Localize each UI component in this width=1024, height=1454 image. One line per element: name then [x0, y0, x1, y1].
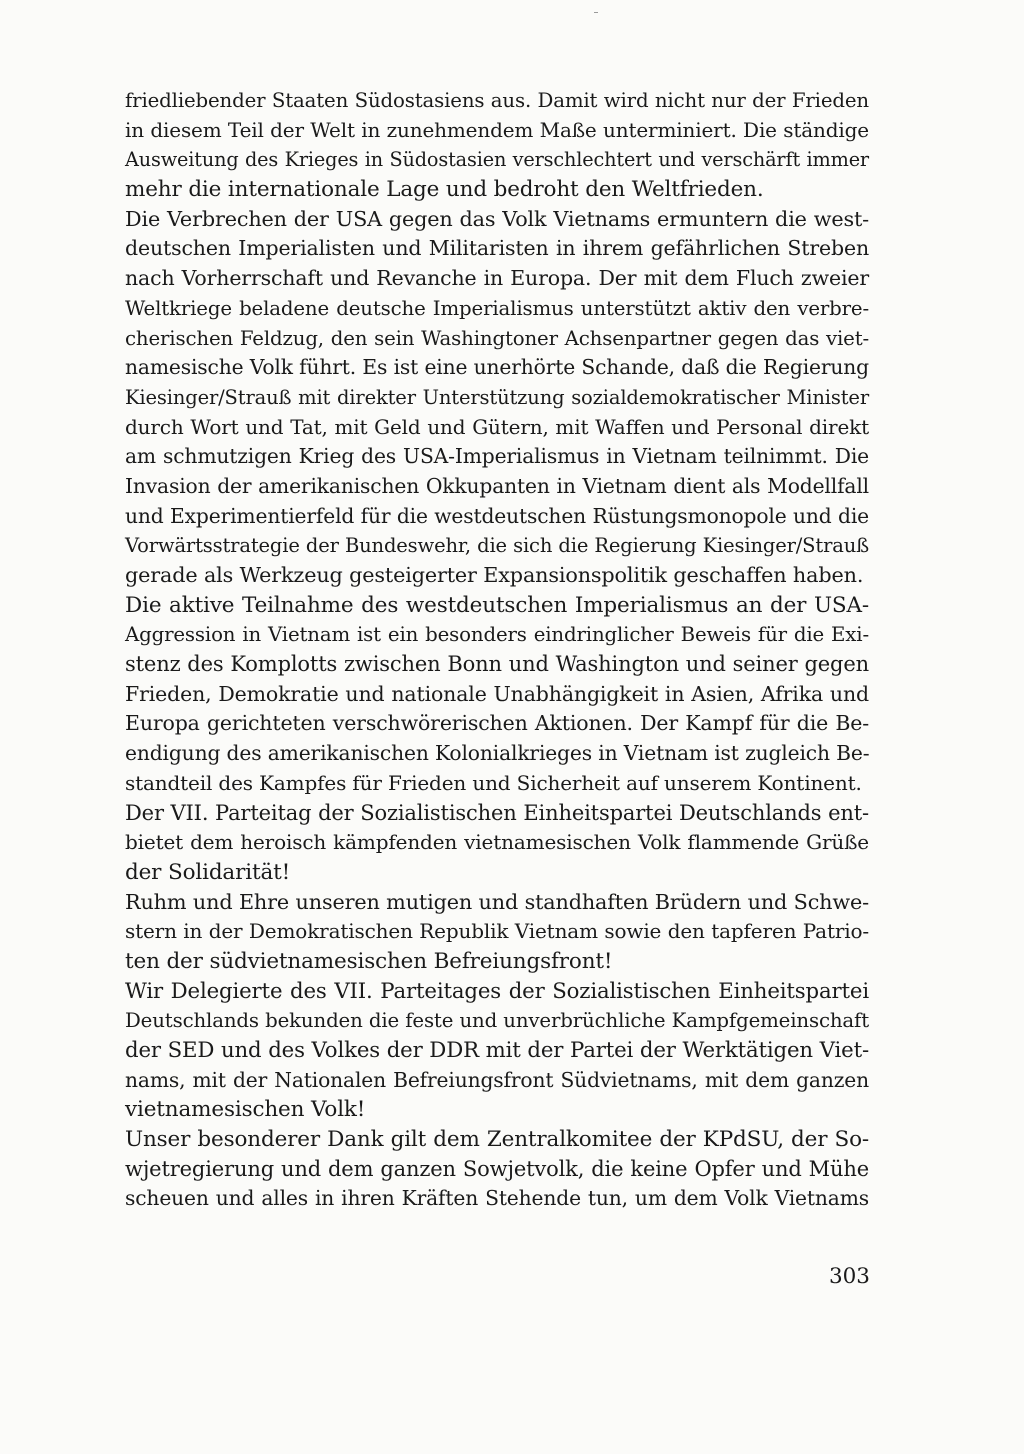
- scan-speck: [594, 12, 598, 13]
- text-line: vietnamesischen Volk!: [125, 1097, 366, 1123]
- text-line: wjetregierung und dem ganzen Sowjetvolk, die keine Opfer und Mühe: [125, 1156, 869, 1181]
- text-line: standteil des Kampfes für Frieden und Sicherheit auf unserem Kontinent.: [125, 770, 862, 795]
- text-line: am schmutzigen Krieg des USA-Imperialismus in Vietnam teilnimmt. Die: [125, 444, 869, 469]
- text-line: Invasion der amerikanischen Okkupanten in Vietnam dient als Modellfall: [125, 473, 869, 498]
- text-line: Deutschlands bekunden die feste und unverbrüchliche Kampfgemeinschaft: [125, 1009, 869, 1033]
- text-line: scheuen und alles in ihren Kräften Stehende tun, um dem Volk Vietnams: [125, 1186, 869, 1211]
- text-line: Ausweitung des Krieges in Südostasien verschlechtert und verschärft immer: [125, 148, 869, 172]
- text-line: deutschen Imperialisten und Militaristen in ihrem gefährlichen Streben: [125, 236, 869, 261]
- text-line: Kiesinger/Strauß mit direkter Unterstützung sozialdemokratischer Minister: [125, 385, 869, 409]
- text-line: mehr die internationale Lage und bedroht den Weltfrieden.: [125, 177, 764, 203]
- text-line: cherischen Feldzug, den sein Washingtoner Achsenpartner gegen das viet-: [125, 326, 869, 350]
- body-text: [125, 86, 869, 1214]
- text-line: friedliebender Staaten Südostasiens aus. Damit wird nicht nur der Frieden: [125, 89, 869, 112]
- text-line: nach Vorherrschaft und Revanche in Europa. Der mit dem Fluch zweier: [125, 266, 869, 291]
- text-line: stenz des Komplotts zwischen Bonn und Washington und seiner gegen: [125, 652, 869, 677]
- text-line: endigung des amerikanischen Kolonialkrieges in Vietnam ist zugleich Be-: [125, 741, 870, 766]
- text-line: bietet dem heroisch kämpfenden vietnamesischen Volk flammende Grüße: [125, 830, 869, 855]
- text-line: der Solidarität!: [125, 859, 291, 885]
- text-line: gerade als Werkzeug gesteigerter Expansionspolitik geschaffen haben.: [125, 563, 864, 587]
- text-line: Vorwärtsstrategie der Bundeswehr, die sich die Regierung Kiesinger/Strauß: [125, 534, 869, 558]
- text-line: namesische Volk führt. Es ist eine unerhörte Schande, daß die Regierung: [125, 355, 869, 380]
- text-line: in diesem Teil der Welt in zunehmendem Maße unterminiert. Die ständige: [125, 117, 869, 142]
- text-line: Unser besonderer Dank gilt dem Zentralkomitee der KPdSU, der So-: [125, 1127, 869, 1153]
- text-line: stern in der Demokratischen Republik Vietnam sowie den tapferen Patrio-: [125, 919, 869, 944]
- text-line: Frieden, Demokratie und nationale Unabhängigkeit in Asien, Afrika und: [125, 681, 869, 706]
- text-line: Die Verbrechen der USA gegen das Volk Vietnams ermuntern die west-: [125, 206, 869, 231]
- text-line: Ruhm und Ehre unseren mutigen und standhaften Brüdern und Schwe-: [125, 889, 869, 914]
- text-line: der SED und des Volkes der DDR mit der Partei der Werktätigen Viet-: [125, 1038, 869, 1063]
- text-line: Wir Delegierte des VII. Parteitages der Sozialistischen Einheitspartei: [125, 978, 869, 1004]
- text-line: ten der südvietnamesischen Befreiungsfront!: [125, 948, 613, 974]
- page-number: 303: [828, 1264, 870, 1289]
- text-line: Die aktive Teilnahme des westdeutschen Imperialismus an der USA-: [125, 592, 869, 618]
- text-line: nams, mit der Nationalen Befreiungsfront Südvietnams, mit dem ganzen: [125, 1067, 869, 1092]
- text-line: Weltkriege beladene deutsche Imperialismus unterstützt aktiv den verbre-: [125, 296, 869, 320]
- text-line: durch Wort und Tat, mit Geld und Gütern, mit Waffen und Personal direkt: [125, 414, 869, 439]
- text-line: Der VII. Parteitag der Sozialistischen Einheitspartei Deutschlands ent-: [125, 800, 869, 825]
- text-line: und Experimentierfeld für die westdeutschen Rüstungsmonopole und die: [125, 503, 869, 528]
- text-line: Aggression in Vietnam ist ein besonders eindringlicher Beweis für die Exi-: [125, 623, 869, 647]
- text-line: Europa gerichteten verschwörerischen Aktionen. Der Kampf für die Be-: [125, 711, 869, 736]
